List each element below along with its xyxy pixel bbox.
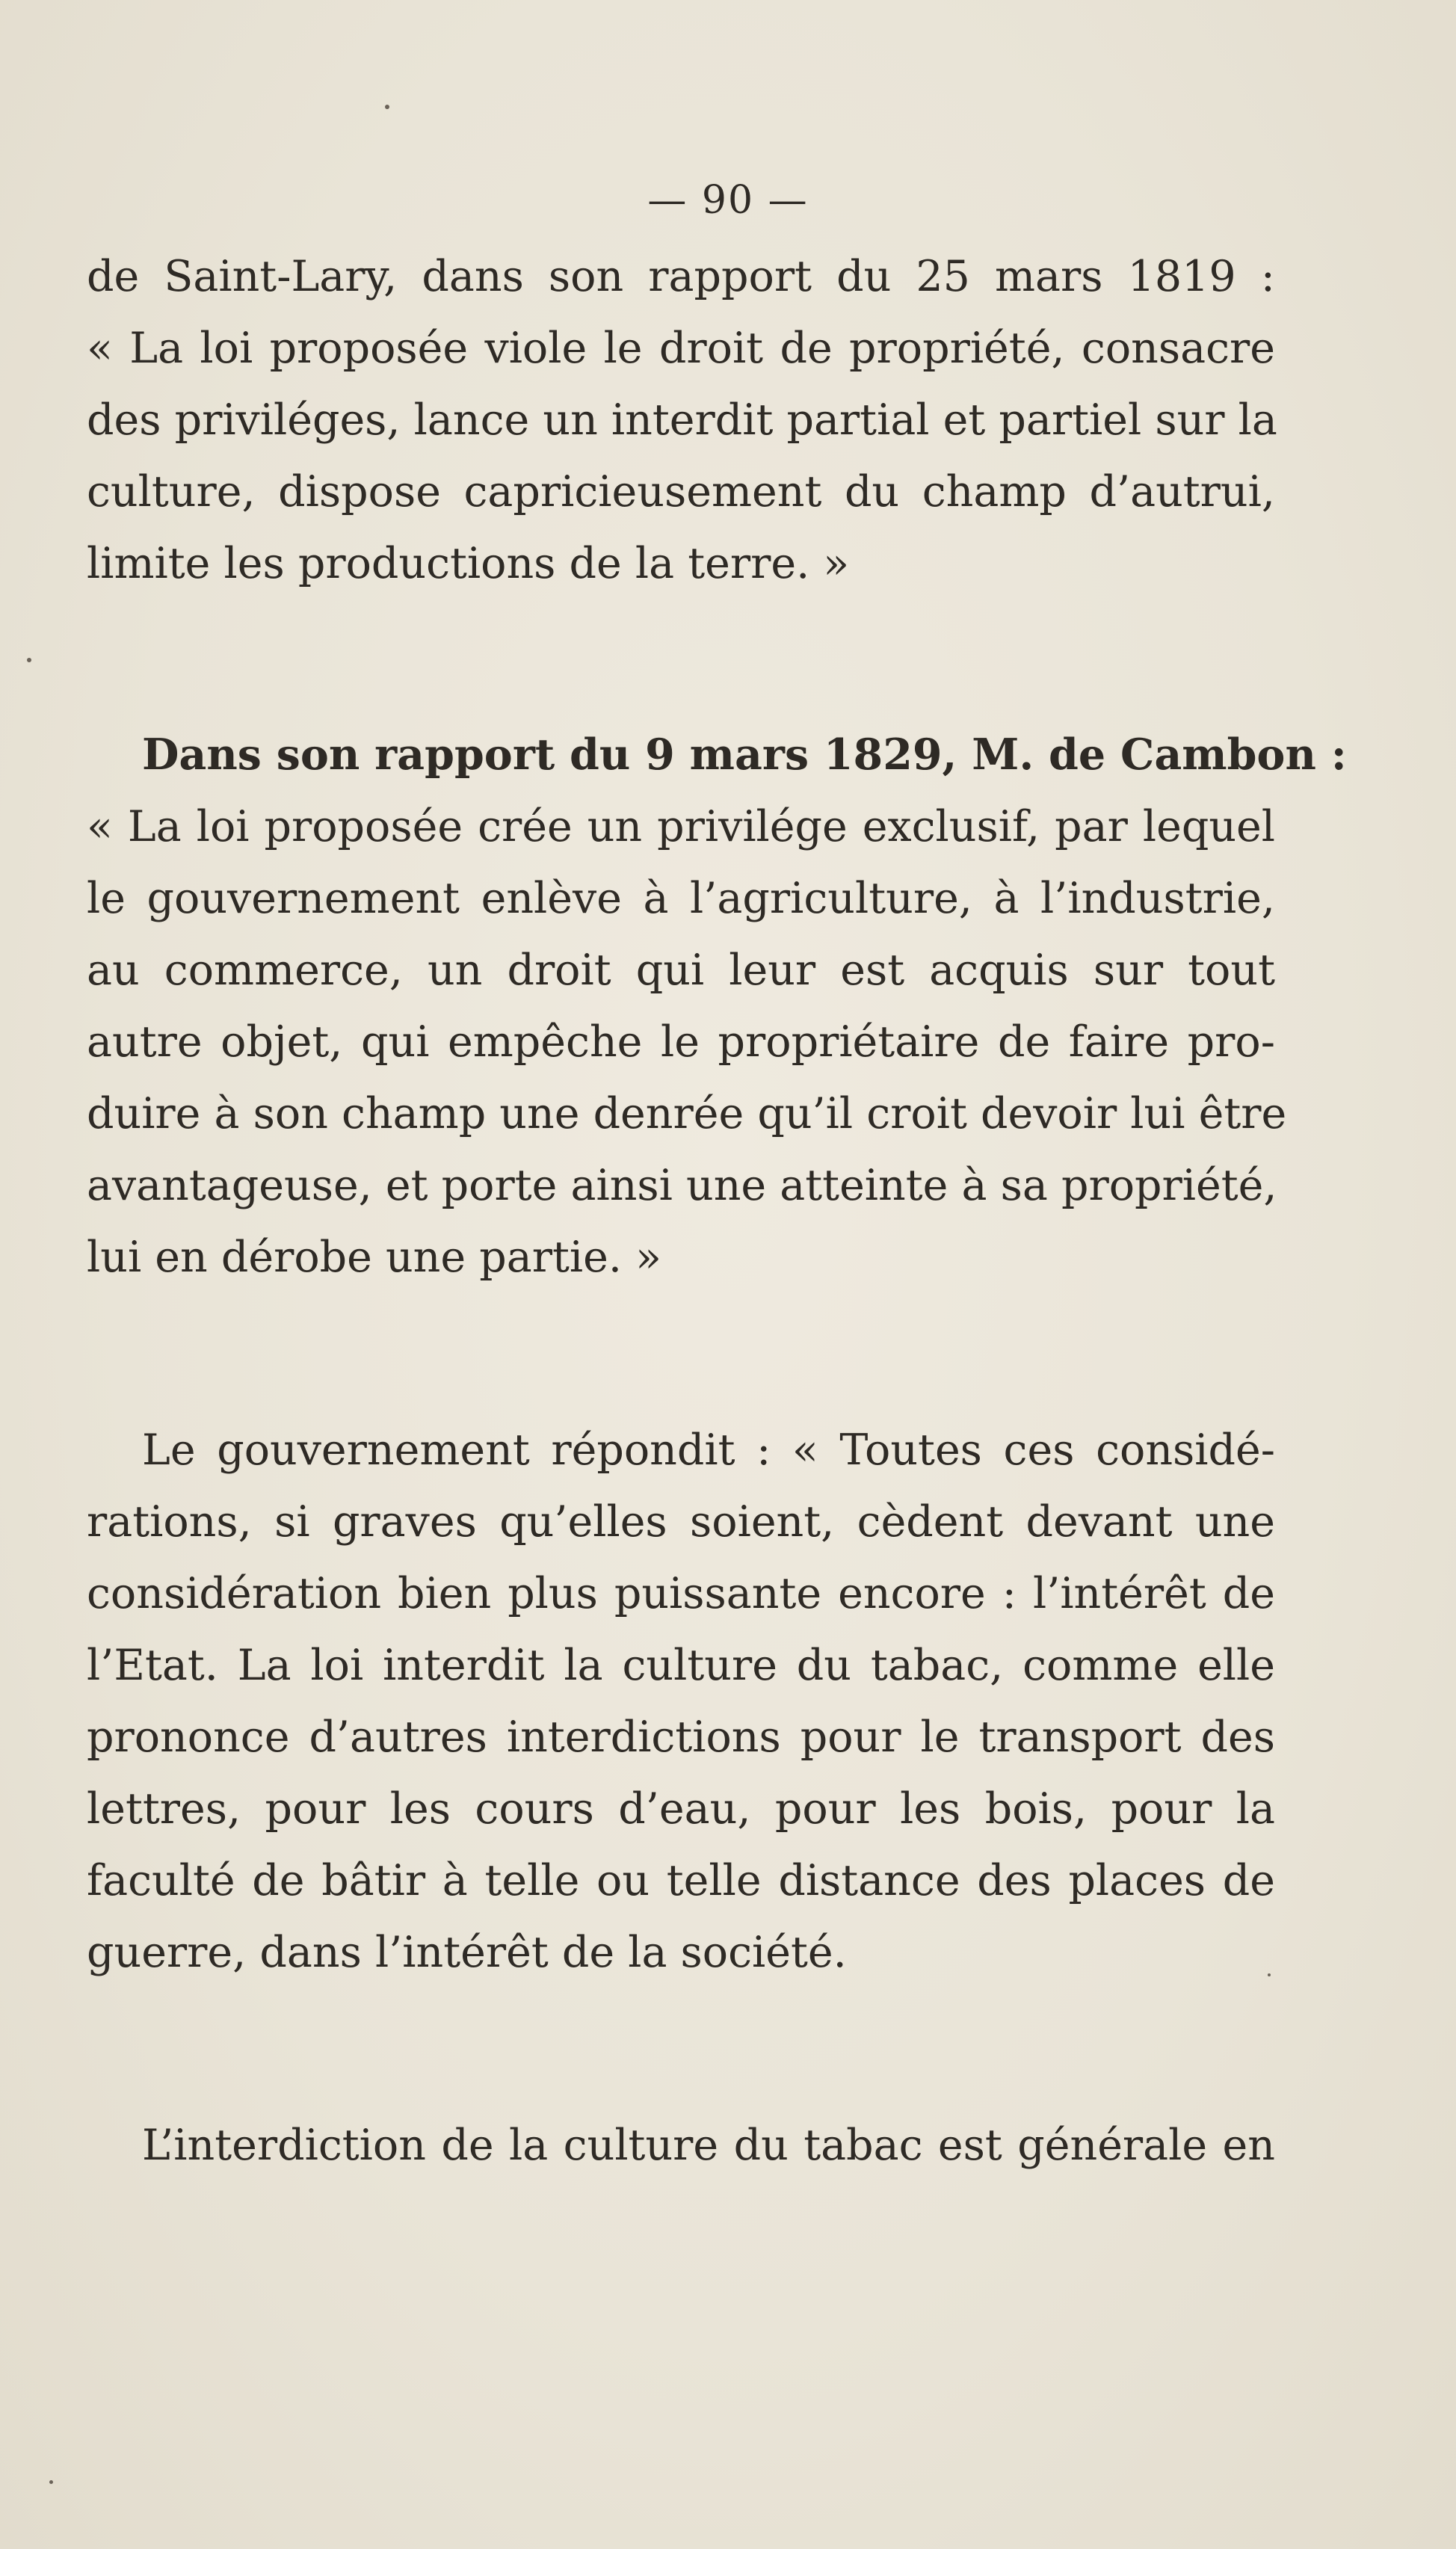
paper-speck — [385, 105, 389, 109]
text-line: prononce d’autres interdictions pour le transport des — [87, 1713, 1275, 1762]
text-line: guerre, dans l’intérêt de la société. — [87, 1928, 847, 1977]
text-line: de Saint-Lary, dans son rapport du 25 mars 1819 : — [87, 252, 1275, 301]
paper-speck — [1268, 1973, 1271, 1976]
paper-speck — [49, 2480, 53, 2484]
text-line: considération bien plus puissante encore : l’intérêt de — [87, 1569, 1275, 1618]
text-line: faculté de bâtir à telle ou telle distance des places de — [87, 1856, 1275, 1905]
paper-speck — [27, 658, 31, 662]
text-line: duire à son champ une denrée qu’il croit devoir lui être — [87, 1089, 1287, 1138]
text-line: avantageuse, et porte ainsi une atteinte à sa propriété, — [87, 1161, 1277, 1210]
text-line: autre objet, qui empêche le propriétaire de faire pro- — [87, 1017, 1275, 1067]
text-line: culture, dispose capricieusement du champ d’autrui, — [87, 467, 1275, 517]
text-line: le gouvernement enlève à l’agriculture, à l’industrie, — [87, 874, 1275, 923]
text-line: lettres, pour les cours d’eau, pour les bois, pour la — [87, 1784, 1275, 1834]
text-line: l’Etat. La loi interdit la culture du tabac, comme elle — [87, 1641, 1275, 1690]
text-line: « La loi proposée crée un privilége exclusif, par lequel — [87, 802, 1275, 851]
text-line: lui en dérobe une partie. » — [87, 1233, 661, 1282]
text-line: L’interdiction de la culture du tabac est générale en — [142, 2121, 1275, 2170]
text-line: des priviléges, lance un interdit partial et partiel sur la — [87, 395, 1277, 445]
text-line: « La loi proposée viole le droit de propriété, consacre — [87, 324, 1275, 373]
page-number: — 90 — — [647, 178, 809, 223]
text-line: Le gouvernement répondit : « Toutes ces considé- — [142, 1425, 1275, 1475]
text-line: Dans son rapport du 9 mars 1829, M. de Cambon : — [142, 730, 1347, 780]
text-line: au commerce, un droit qui leur est acquis sur tout — [87, 946, 1275, 995]
text-line: limite les productions de la terre. » — [87, 539, 850, 588]
text-line: rations, si graves qu’elles soient, cèdent devant une — [87, 1497, 1275, 1547]
